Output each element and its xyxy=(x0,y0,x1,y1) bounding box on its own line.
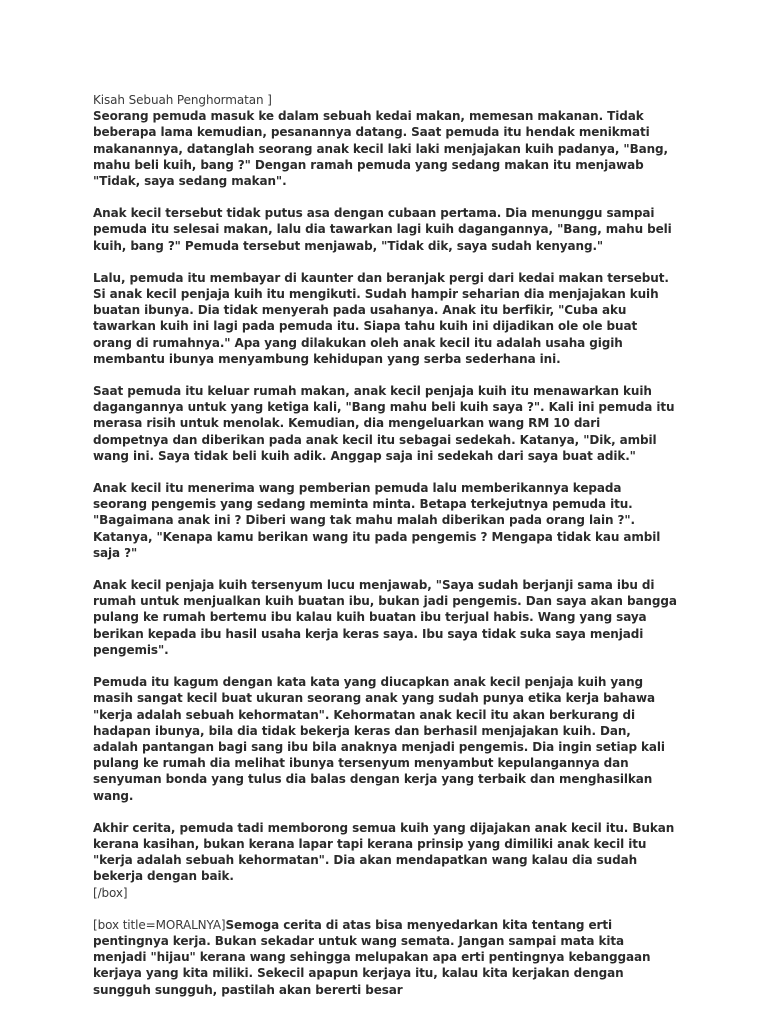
moral-paragraph xyxy=(93,917,678,998)
paragraph-8: Akhir cerita, pemuda tadi memborong semua kuih yang dijajakan anak kecil itu. Bukan kerana kasihan, bukan kerana lapar tapi kerana prinsip yang dimiliki anak kecil itu "kerja adalah sebuah kehormatan". Dia akan mendapatkan wang kalau dia sudah bekerja dengan baik. xyxy=(93,820,675,884)
paragraph-1: Seorang pemuda masuk ke dalam sebuah kedai makan, memesan makanan. Tidak beberapa lama kemudian, pesanannya datang. Saat pemuda itu hendak menikmati makanannya, datanglah seorang anak kecil laki laki menjajakan kuih padanya, "Bang, mahu beli kuih, bang ?" Dengan ramah pemuda yang sedang makan itu menjawab "Tidak, saya sedang makan". xyxy=(93,109,669,189)
paragraph-2: Anak kecil tersebut tidak putus asa dengan cubaan pertama. Dia menunggu sampai pemuda itu selesai makan, lalu dia tawarkan lagi kuih dagangannya, "Bang, mahu beli kuih, bang ?" Pemuda tersebut menjawab, "Tidak dik, saya sudah kenyang." xyxy=(93,206,672,253)
moral-box-tag: [box title=MORALNYA] xyxy=(93,917,226,932)
paragraph-gap xyxy=(93,561,678,577)
paragraph-7: Pemuda itu kagum dengan kata kata yang diucapkan anak kecil penjaja kuih yang masih sangat kecil buat ukuran seorang anak yang sudah punya etika kerja bahawa "kerja adalah sebuah kehormatan". Kehormatan anak kecil itu akan berkurang di hadapan ibunya, bila dia tidak bekerja keras dan berhasil menjajakan kuih. Dan, adalah pantangan bagi sang ibu bila anaknya menjadi pengemis. Dia ingin setiap kali pulang ke rumah dia melihat ibunya tersenyum menyambut kepulangannya dan senyuman bonda yang tulus dia balas dengan kerja yang terbaik dan menghasilkan wang. xyxy=(93,675,665,803)
document-body xyxy=(93,92,678,998)
paragraph-gap xyxy=(93,189,678,205)
document-title: Kisah Sebuah Penghormatan ] xyxy=(93,93,272,107)
paragraph-3: Lalu, pemuda itu membayar di kaunter dan beranjak pergi dari kedai makan tersebut. Si anak kecil penjaja kuih itu mengikuti. Sudah hampir seharian dia menjajakan kuih buatan ibunya. Dia tidak menyerah pada usahanya. Anak itu berfikir, "Cuba aku tawarkan kuih ini lagi pada pemuda itu. Siapa tahu kuih ini dijadikan ole ole buat orang di rumahnya." Apa yang dilakukan oleh anak kecil itu adalah usaha gigih membantu ibunya menyambung kehidupan yang serba sederhana ini. xyxy=(93,270,669,366)
paragraph-gap xyxy=(93,901,678,917)
paragraph-gap xyxy=(93,658,678,674)
paragraph-4: Saat pemuda itu keluar rumah makan, anak kecil penjaja kuih itu menawarkan kuih dagangannya untuk yang ketiga kali, "Bang mahu beli kuih saya ?". Kali ini pemuda itu merasa risih untuk menolak. Kemudian, dia mengeluarkan wang RM 10 dari dompetnya dan diberikan pada anak kecil itu sebagai sedekah. Katanya, "Dik, ambil wang ini. Saya tidak beli kuih adik. Anggap saja ini sedekah dari saya buat adik." xyxy=(93,384,675,463)
paragraph-6: Anak kecil penjaja kuih tersenyum lucu menjawab, "Saya sudah berjanji sama ibu di rumah untuk menjualkan kuih buatan ibu, bukan jadi pengemis. Dan saya akan bangga pulang ke rumah bertemu ibu kalau kuih buatan ibu terjual habis. Wang yang saya berikan kepada ibu hasil usaha kerja keras saya. Ibu saya tidak suka saya menjadi pengemis". xyxy=(93,578,677,657)
paragraph-gap xyxy=(93,367,678,383)
paragraph-gap xyxy=(93,464,678,480)
paragraph-5: Anak kecil itu menerima wang pemberian pemuda lalu memberikannya kepada seorang pengemis yang sedang meminta minta. Betapa terkejutnya pemuda itu. "Bagaimana anak ini ? Diberi wang tak mahu malah diberikan pada orang lain ?". Katanya, "Kenapa kamu berikan wang itu pada pengemis ? Mengapa tidak kau ambil saja ?" xyxy=(93,481,661,560)
paragraph-gap xyxy=(93,804,678,820)
moral-text: Semoga cerita di atas bisa menyedarkan kita tentang erti pentingnya kerja. Bukan sekadar untuk wang semata. Jangan sampai mata kita menjadi "hijau" kerana wang sehingga melupakan apa erti pentingnya kebanggaan kerjaya yang kita miliki. Sekecil apapun kerjaya itu, kalau kita kerjakan dengan sungguh sungguh, pastilah akan bererti besar xyxy=(93,917,651,997)
box-close-tag: [/box] xyxy=(93,885,128,900)
paragraph-gap xyxy=(93,254,678,270)
